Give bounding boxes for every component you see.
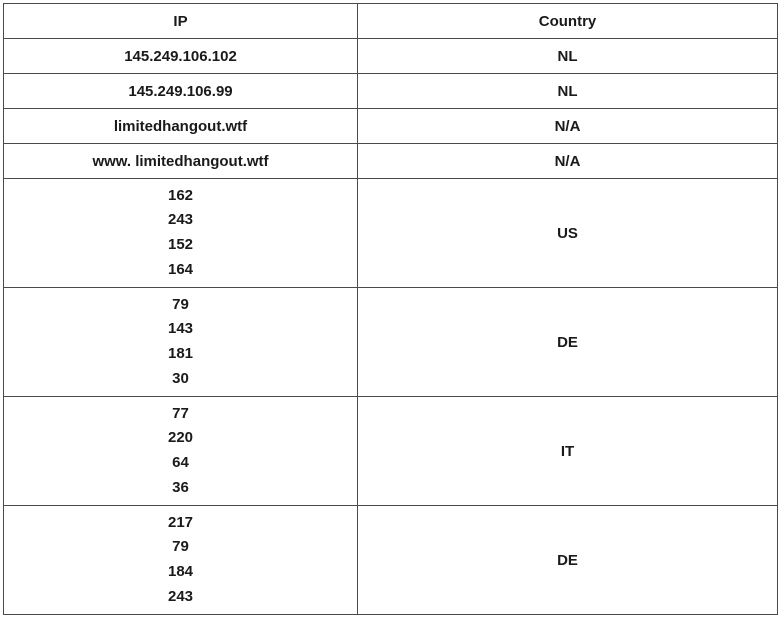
country-cell: DE: [358, 506, 778, 615]
table-row: [4, 397, 778, 506]
table-row: [4, 288, 778, 397]
ip-octet: 181: [167, 345, 194, 362]
ip-octet: 152: [167, 236, 194, 253]
table-row: [4, 39, 778, 74]
ip-cell: [4, 397, 358, 506]
ip-cell: 145.249.106.102: [4, 39, 358, 74]
table-row: [4, 109, 778, 144]
ip-octet: 217: [167, 513, 194, 531]
ip-octet: 164: [167, 260, 194, 278]
table-row: [4, 506, 778, 615]
ip-octet: 220: [167, 429, 194, 447]
ip-octet: 243: [167, 587, 194, 605]
country-cell: IT: [358, 397, 778, 506]
ip-cell: limitedhangout.wtf: [4, 109, 358, 144]
ip-cell: [4, 179, 358, 288]
ip-octet: 30: [172, 369, 189, 387]
ip-cell: [4, 506, 358, 615]
country-cell: NL: [358, 74, 778, 109]
ip-cell: [4, 288, 358, 397]
ip-octet: 143: [167, 320, 194, 338]
table-row: [4, 144, 778, 179]
ip-cell: www. limitedhangout.wtf: [4, 144, 358, 179]
ip-octet: 64: [172, 454, 189, 471]
ip-octet: 243: [167, 211, 194, 229]
ip-octet: 162: [167, 186, 194, 204]
ip-country-table: [3, 3, 778, 615]
country-cell: DE: [358, 288, 778, 397]
ip-octet: 79: [172, 538, 189, 556]
country-cell: N/A: [358, 109, 778, 144]
table-header-row: [4, 4, 778, 39]
country-cell: N/A: [358, 144, 778, 179]
table-row: [4, 74, 778, 109]
ip-cell: 145.249.106.99: [4, 74, 358, 109]
column-header-ip: IP: [4, 4, 358, 39]
ip-octet: 184: [167, 563, 194, 580]
table-row: [4, 179, 778, 288]
column-header-country: Country: [358, 4, 778, 39]
ip-octet: 36: [172, 478, 189, 496]
ip-octet: 77: [172, 404, 189, 422]
ip-octet: 79: [172, 295, 189, 313]
country-cell: US: [358, 179, 778, 288]
country-cell: NL: [358, 39, 778, 74]
